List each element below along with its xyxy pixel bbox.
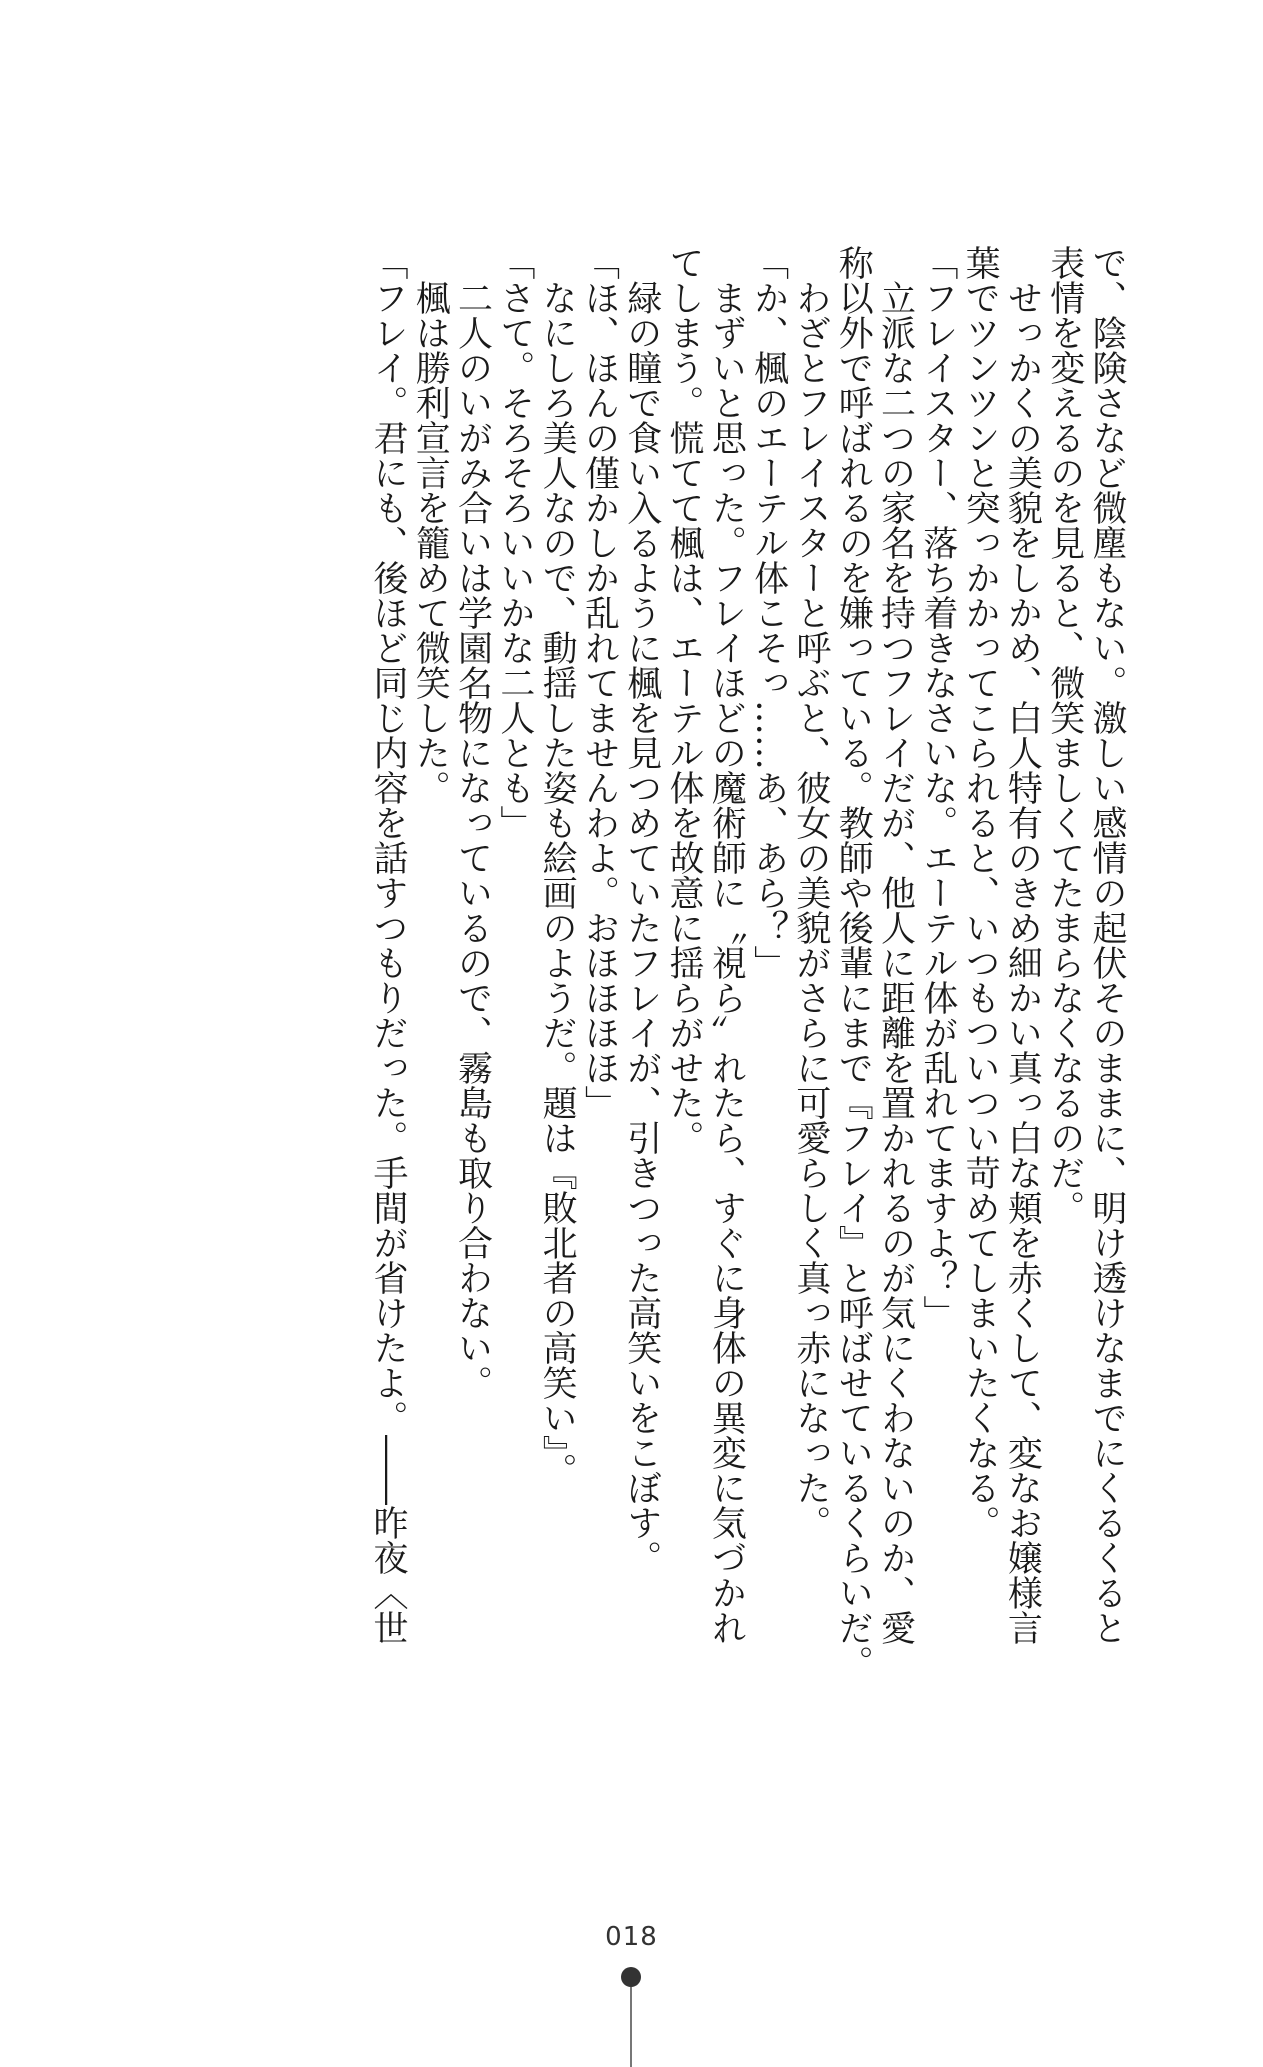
text-line-7: 称以外で呼ばれるのを嫌っている。教師や後輩にまで『フレイ』と呼ばせているくらいだ。	[833, 245, 874, 1680]
text-line-15: 「さて。そろそろいいかな二人とも」	[494, 245, 535, 840]
text-line-11: てしまう。慌てて楓は、エーテル体を故意に揺らがせた。	[664, 245, 705, 1155]
text-line-2: 表情を変えるのを見ると、微笑ましくてたまらなくなるのだ。	[1044, 245, 1085, 1225]
text-line-6: 立派な二つの家名を持つフレイだが、他人に距離を置かれるのが気にくわないのか、愛	[875, 245, 916, 1645]
text-line-13: 「ほ、ほんの僅かしか乱れてませんわよ。おほほほほ」	[579, 245, 620, 1120]
text-line-12: 緑の瞳で食い入るように楓を見つめていたフレイが、引きつった高笑いをこぼす。	[621, 245, 662, 1575]
text-line-16: 二人のいがみ合いは学園名物になっているので、霧島も取り合わない。	[452, 245, 493, 1400]
text-line-8: わざとフレイスターと呼ぶと、彼女の美貌がさらに可愛らしく真っ赤になった。	[790, 245, 831, 1540]
text-line-10: まずいと思った。フレイほどの魔術師に〝視ら〟れたら、すぐに身体の異変に気づかれ	[706, 245, 747, 1645]
text-line-18: 「フレイ。君にも、後ほど同じ内容を話すつもりだった。手間が省けたよ。――昨夜〈世	[367, 245, 408, 1645]
text-line-4: 葉でツンツンと突っかかってこられると、いつもついつい苛めてしまいたくなる。	[960, 245, 1001, 1540]
text-line-17: 楓は勝利宣言を籠めて微笑した。	[410, 245, 451, 805]
text-line-9: 「か、楓のエーテル体こそっ……あ、あら？」	[748, 245, 789, 980]
text-line-14: なにしろ美人なので、動揺した姿も絵画のようだ。題は『敗北者の高笑い』。	[537, 245, 578, 1488]
text-line-5: 「フレイスター、落ち着きなさいな。エーテル体が乱れてますよ？」	[917, 245, 958, 1330]
text-line-1: で、陰険さなど微塵もない。激しい感情の起伏そのままに、明け透けなまでにくるくると	[1087, 245, 1127, 1645]
text-line-3: せっかくの美貌をしかめ、白人特有のきめ細かい真っ白な頬を赤くして、変なお嬢様言	[1002, 245, 1043, 1645]
folio-line-ornament	[630, 1987, 632, 2067]
novel-body-text	[128, 245, 1128, 1715]
page-number: 018	[605, 1922, 658, 1952]
folio-dot-ornament	[621, 1967, 641, 1987]
